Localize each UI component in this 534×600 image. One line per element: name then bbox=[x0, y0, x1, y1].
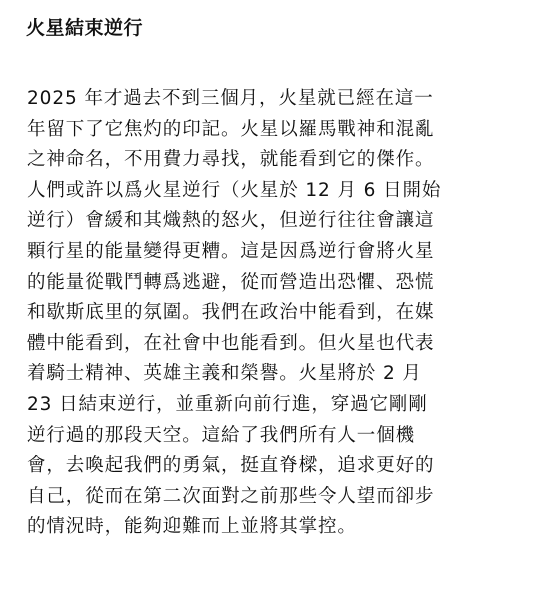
body-line: 着騎士精神、英雄主義和榮譽。火星將於 2 月 bbox=[27, 363, 422, 385]
body-line: 顆行星的能量變得更糟。這是因爲逆行會將火星 bbox=[27, 240, 435, 262]
body-line: 之神命名，不用費力尋找，就能看到它的傑作。 bbox=[27, 149, 435, 171]
body-line: 逆行）會緩和其熾熱的怒火，但逆行往往會讓這 bbox=[27, 210, 435, 232]
article-title: 火星結束逆行 bbox=[26, 17, 144, 39]
body-line: 和歇斯底里的氛圍。我們在政治中能看到，在媒 bbox=[27, 302, 435, 324]
body-line: 23 日結束逆行，並重新向前行進，穿過它剛剛 bbox=[27, 393, 428, 415]
article-body bbox=[27, 84, 523, 543]
body-line: 2025 年才過去不到三個月，火星就已經在這一 bbox=[27, 88, 434, 109]
body-line: 逆行過的那段天空。這給了我們所有人一個機 bbox=[27, 424, 416, 446]
body-line: 自己，從而在第二次面對之前那些令人望而卻步 bbox=[27, 485, 435, 507]
body-line: 人們或許以爲火星逆行（火星於 12 月 6 日開始 bbox=[27, 179, 442, 201]
body-line: 年留下了它焦灼的印記。火星以羅馬戰神和混亂 bbox=[27, 118, 435, 140]
body-line: 體中能看到，在社會中也能看到。但火星也代表 bbox=[27, 332, 435, 354]
body-line: 會，去喚起我們的勇氣，挺直脊樑，追求更好的 bbox=[27, 455, 435, 477]
body-line: 的能量從戰鬥轉爲逃避，從而營造出恐懼、恐慌 bbox=[27, 271, 435, 293]
body-line: 的情況時，能夠迎難而上並將其掌控。 bbox=[27, 516, 357, 538]
